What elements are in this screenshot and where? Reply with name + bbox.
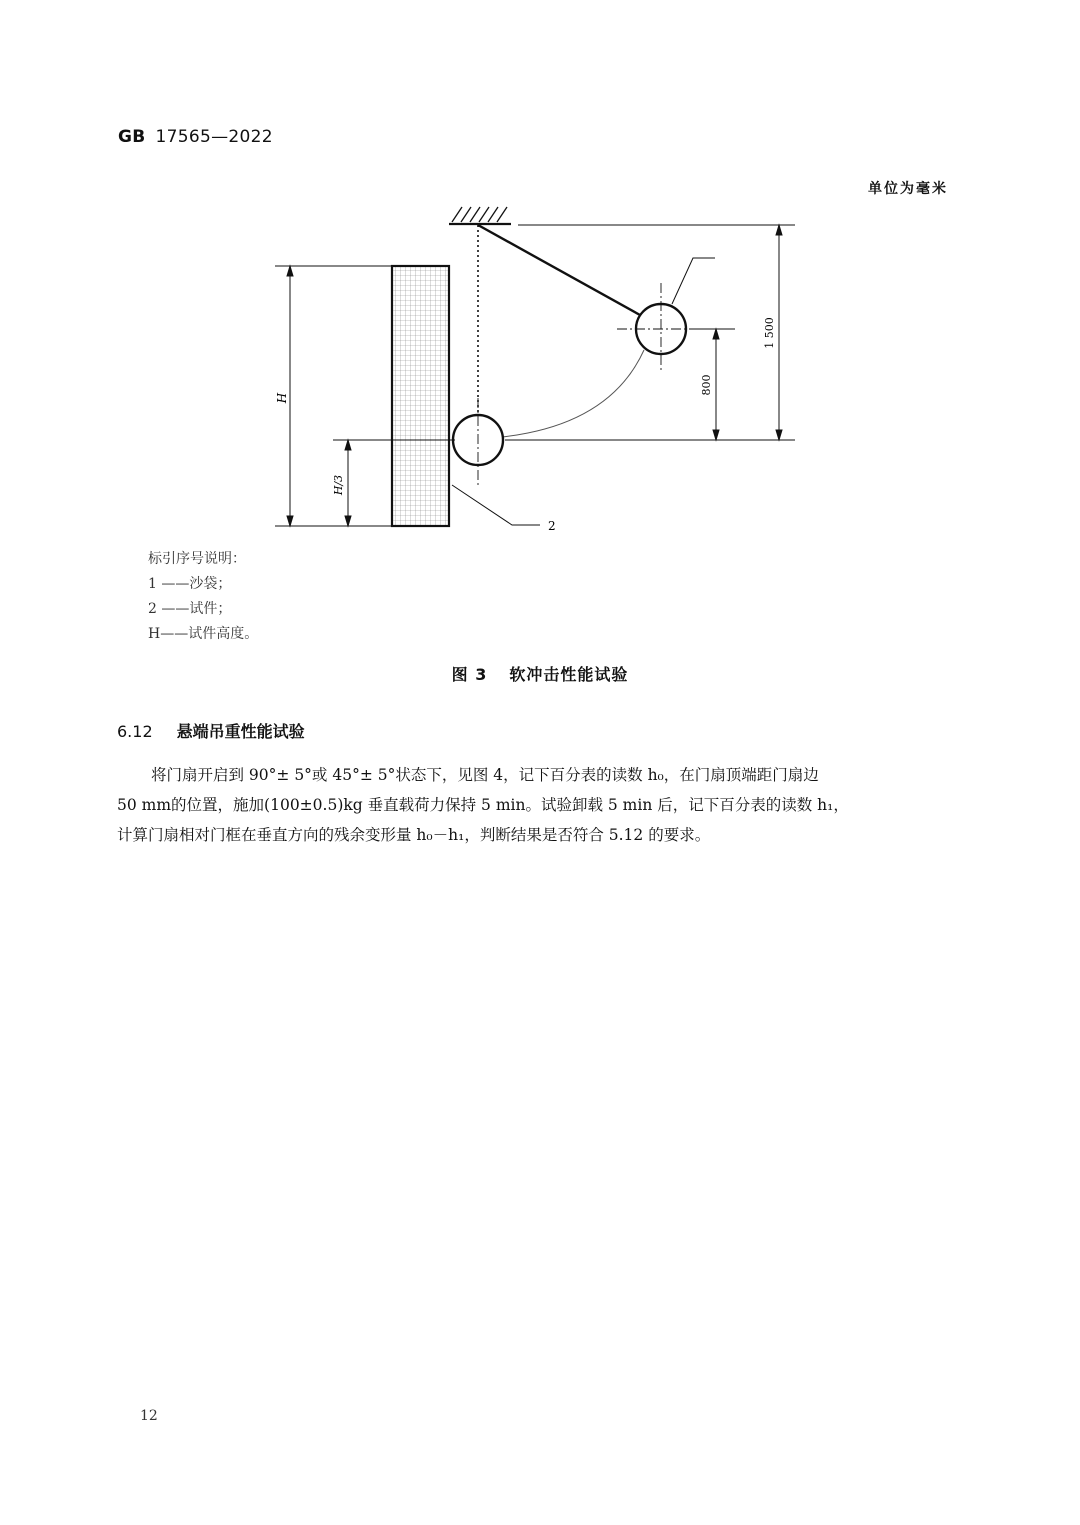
- legend-item: 2 ——试件；: [148, 601, 232, 617]
- paragraph-line: 50 mm的位置，施加(100±0.5)kg 垂直载荷力保持 5 min。试验卸载 5 min 后，记下百分表的读数 h₁，: [117, 796, 849, 814]
- dimension-1500-label: 1 500: [763, 317, 776, 349]
- sandbag-callout-leader: [672, 258, 715, 304]
- dimension-h3: [345, 440, 351, 526]
- sandbag-rest: [453, 398, 503, 485]
- specimen-callout-leader: [452, 485, 540, 525]
- figure-title: 软冲击性能试验: [509, 665, 629, 684]
- dimension-800-label: 800: [700, 374, 713, 396]
- page-number: 12: [140, 1408, 158, 1424]
- section-number: 6.12: [117, 722, 153, 741]
- legend-item: H——试件高度。: [148, 626, 259, 642]
- dimension-800: [713, 329, 719, 440]
- test-specimen: [392, 266, 449, 526]
- legend-title: 标引序号说明：: [148, 551, 246, 567]
- standard-code: 17565—2022: [155, 127, 273, 147]
- dimension-1500: [776, 225, 782, 440]
- paragraph-line: 将门扇开启到 90°± 5°或 45°± 5°状态下，见图 4，记下百分表的读数 h₀，在门扇顶端距门扇边: [151, 766, 819, 784]
- section-paragraph: [117, 760, 963, 850]
- soft-impact-test-diagram: [0, 0, 1080, 560]
- unit-note: 单位为毫米: [868, 181, 948, 197]
- standard-prefix: GB: [118, 127, 146, 147]
- section-title: 悬端吊重性能试验: [176, 722, 305, 741]
- paragraph-line: 计算门扇相对门框在垂直方向的残余变形量 h₀－h₁，判断结果是否符合 5.12 的要求。: [117, 826, 711, 844]
- section-heading: [117, 719, 305, 742]
- dimension-h3-label: H/3: [332, 474, 345, 496]
- pendulum-rope: [478, 225, 640, 315]
- callout-2-label: 2: [548, 519, 556, 533]
- figure-caption: [0, 662, 1080, 685]
- legend-item: 1 ——沙袋；: [148, 576, 232, 592]
- ceiling-support: [449, 207, 511, 224]
- swing-arc: [502, 350, 644, 437]
- figure-number: 图 3: [451, 665, 488, 684]
- sandbag-raised: [617, 283, 705, 372]
- dimension-h-label: H: [275, 392, 289, 404]
